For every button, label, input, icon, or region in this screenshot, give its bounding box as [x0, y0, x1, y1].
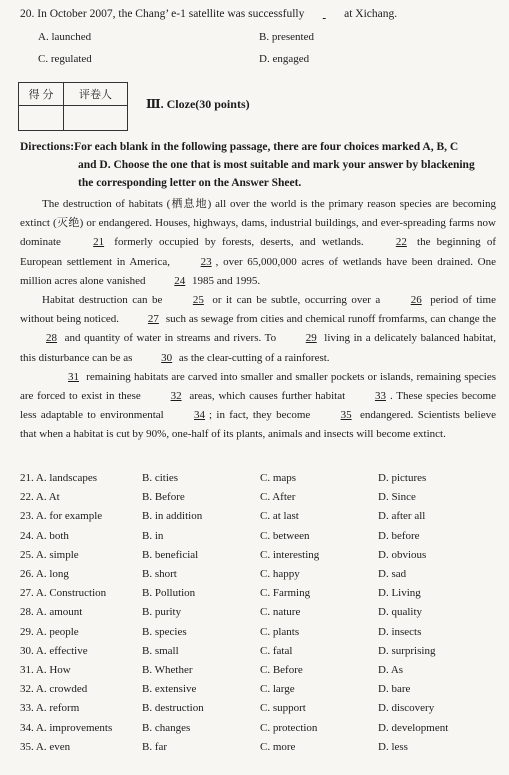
passage-paragraph-2	[20, 291, 496, 368]
directions-line-3: the corresponding letter on the Answer Sheet.	[78, 177, 302, 189]
choice-option-c: C. Before	[260, 664, 303, 676]
choice-option-a: 35. A. even	[20, 740, 71, 753]
passage-paragraph-3	[20, 368, 496, 445]
blank-29: 29	[305, 332, 317, 345]
passage-text: ; in fact, they become	[209, 409, 315, 422]
q20-option-d: D. engaged	[259, 53, 310, 65]
choice-option-c: C. more	[260, 740, 296, 753]
choice-option-a: 34. A. improvements	[20, 721, 113, 734]
passage-text: 1985 and 1995.	[189, 274, 261, 287]
choice-row	[20, 722, 500, 738]
choice-option-a: 25. A. simple	[20, 548, 79, 561]
blank-33: 33	[374, 390, 386, 403]
blank-35: 35	[340, 409, 352, 422]
choice-row	[20, 568, 500, 584]
choice-option-c: C. plants	[260, 625, 300, 638]
choice-option-c: C. fatal	[260, 644, 293, 657]
choice-row	[20, 472, 500, 488]
choice-option-d: D. As	[378, 664, 404, 676]
choice-option-c: C. between	[260, 529, 310, 542]
blank-31: 31	[68, 370, 79, 383]
choice-option-a: 28. A. amount	[20, 606, 83, 619]
choice-row	[20, 606, 500, 622]
choice-row	[20, 549, 500, 565]
blank-26: 26	[410, 294, 422, 307]
choice-option-d: D. surprising	[378, 644, 436, 657]
choice-option-b: B. Pollution	[142, 587, 196, 600]
choice-option-c: C. at last	[260, 510, 299, 523]
choice-option-a: 30. A. effective	[20, 644, 88, 657]
choice-option-c: C. maps	[260, 472, 297, 484]
passage-text: the beginning of European settlement in America,	[20, 236, 496, 268]
choice-option-a: 26. A. long	[20, 568, 69, 580]
blank-30: 30	[161, 351, 173, 364]
choice-option-b: B. Before	[142, 491, 185, 504]
section-title: Ⅲ. Cloze(30 points)	[146, 97, 250, 111]
choice-option-b: B. Whether	[142, 664, 193, 676]
choice-option-b: B. in addition	[142, 510, 203, 523]
directions-line-2: and D. Choose the one that is most suitable and mark your answer by blackening	[78, 159, 475, 171]
passage-text: endangered. Scientists believe that when a habitat is cut by 90%, one-half of its plants, animals and insects will become extinct.	[20, 409, 496, 441]
choice-option-d: D. before	[378, 529, 420, 542]
choice-option-c: C. support	[260, 702, 306, 715]
choice-option-d: D. quality	[378, 606, 422, 619]
blank-24: 24	[174, 274, 186, 287]
score-cell	[19, 106, 64, 131]
passage-text: period of time without being noticed.	[20, 294, 496, 326]
directions-label: Directions:	[20, 141, 75, 153]
blank-23: 23	[200, 255, 212, 268]
grader-label: 评卷人	[79, 89, 112, 101]
choice-option-a: 27. A. Construction	[20, 587, 107, 600]
question-20	[20, 8, 397, 20]
choice-option-b: B. short	[142, 568, 177, 580]
choice-option-b: B. species	[142, 625, 187, 638]
q20-option-c: C. regulated	[38, 53, 92, 65]
choice-option-b: B. beneficial	[142, 548, 199, 561]
passage-text: and quantity of water in streams and rivers. To	[61, 332, 280, 345]
choice-option-b: B. changes	[142, 721, 191, 734]
choice-option-b: B. purity	[142, 606, 182, 619]
q20-text-before: 20. In October 2007, the Chang’ e-1 satellite was successfully	[20, 8, 305, 20]
passage-text: formerly occupied by forests, deserts, and wetlands.	[108, 236, 370, 249]
choice-option-d: D. after all	[378, 510, 426, 523]
choice-row	[20, 683, 500, 699]
choice-option-d: D. pictures	[378, 472, 427, 484]
passage-text: living in a delicately balanced habitat, this disturbance can be as	[20, 332, 496, 364]
choice-option-d: D. discovery	[378, 702, 435, 715]
choice-option-d: D. sad	[378, 568, 407, 580]
choice-option-c: C. large	[260, 683, 295, 696]
choice-row	[20, 664, 500, 680]
grader-cell	[64, 106, 127, 131]
passage-text: remaining habitats are carved into smaller and smaller pockets or islands, remaining species are forced to exist in these	[20, 370, 496, 403]
choice-row	[20, 702, 500, 718]
choice-option-a: 24. A. both	[20, 529, 69, 542]
choice-option-d: D. bare	[378, 683, 411, 696]
passage-text: such as sewage from cities and chemical runoff fromfarms, can change the	[162, 313, 496, 326]
choice-option-c: C. interesting	[260, 548, 320, 561]
choice-option-c: C. Farming	[260, 587, 311, 600]
choice-option-b: B. destruction	[142, 702, 204, 715]
q20-option-a: A. launched	[38, 31, 92, 43]
q20-blank	[307, 8, 341, 20]
choice-option-a: 21. A. landscapes	[20, 472, 97, 484]
choice-option-a: 31. A. How	[20, 664, 71, 676]
choice-row	[20, 530, 500, 546]
blank-34: 34	[194, 409, 206, 422]
choice-option-a: 29. A. people	[20, 625, 79, 638]
choice-option-b: B. far	[142, 740, 168, 753]
choice-option-d: D. development	[378, 721, 449, 734]
passage-text: Habitat destruction can be	[42, 294, 167, 307]
choice-option-b: B. small	[142, 644, 179, 657]
passage-text: , over 65,000,000 acres of wetlands have been drained. One million acres alone vanished	[20, 255, 496, 287]
choice-option-d: D. Living	[378, 587, 421, 600]
blank-28: 28	[46, 332, 57, 345]
choice-option-d: D. insects	[378, 625, 422, 638]
choice-row	[20, 741, 500, 757]
score-box	[18, 82, 128, 131]
directions-line-1: For each blank in the following passage, there are four choices marked A, B, C	[74, 141, 459, 153]
passage-paragraph-1	[20, 195, 496, 291]
score-label: 得 分	[19, 83, 64, 105]
choice-option-a: 22. A. At	[20, 491, 60, 504]
choice-option-c: C. happy	[260, 568, 300, 580]
passage-text: . These species become less adaptable to environmental	[20, 390, 496, 422]
choice-row	[20, 626, 500, 642]
choice-option-c: C. After	[260, 491, 296, 504]
choice-option-a: 23. A. for example	[20, 510, 103, 523]
choice-row	[20, 587, 500, 603]
choice-option-b: B. in	[142, 529, 164, 542]
passage-text: areas, which causes further habitat	[185, 390, 349, 403]
choice-option-c: C. nature	[260, 606, 301, 619]
choice-option-a: 32. A. crowded	[20, 683, 88, 696]
choice-option-d: D. Since	[378, 491, 416, 504]
choice-option-d: D. less	[378, 740, 408, 753]
choice-row	[20, 491, 500, 507]
choice-row	[20, 510, 500, 526]
passage-text: The destruction of habitats (栖息地) all over the world is the primary reason species are becoming extinct (灭绝) or endangered. Houses, highways, dams, industrial buildings, and ever-spreading farms now dominate	[20, 198, 496, 249]
choice-option-c: C. protection	[260, 721, 318, 734]
blank-27: 27	[147, 313, 159, 326]
q20-text-after: at Xichang.	[344, 8, 398, 20]
choice-option-d: D. obvious	[378, 548, 427, 561]
q20-option-b: B. presented	[259, 31, 314, 43]
blank-21: 21	[93, 236, 105, 249]
choice-row	[20, 645, 500, 661]
cloze-passage	[20, 195, 496, 445]
passage-text: as the clear-cutting of a rainforest.	[176, 351, 330, 364]
blank-25: 25	[192, 294, 204, 307]
blank-22: 22	[395, 236, 407, 249]
choice-option-b: B. cities	[142, 472, 179, 484]
choice-option-a: 33. A. reform	[20, 702, 80, 715]
passage-text: or it can be subtle, occurring over a	[207, 294, 385, 307]
directions	[20, 138, 496, 192]
blank-32: 32	[170, 390, 182, 403]
choice-option-b: B. extensive	[142, 683, 197, 696]
